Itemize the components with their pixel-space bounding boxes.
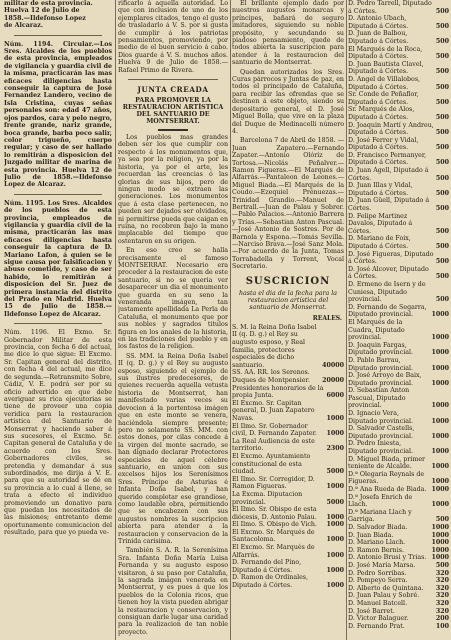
subscription-amount: 1000 bbox=[431, 364, 449, 372]
column-1 bbox=[4, 0, 112, 640]
section-rule bbox=[128, 79, 218, 80]
subscription-row bbox=[348, 410, 449, 425]
subscription-row bbox=[348, 425, 449, 440]
heading-rule bbox=[158, 129, 188, 131]
subscription-amount: 500 bbox=[435, 68, 449, 76]
subscriber-name: D. Salvador Biada. bbox=[348, 523, 408, 531]
subscriber-name: El Ilmo. Sr. Corregidor, D. Ramon Figueras. bbox=[232, 475, 315, 491]
subscription-amount: 1000 bbox=[431, 531, 449, 539]
subscription-note: hasta el dia de la fecha para la restauracion artística del santuario de Monserrat. bbox=[238, 289, 338, 312]
notice-end-line: militar de esta provincia. bbox=[4, 0, 93, 7]
subscription-amount: 200 bbox=[435, 615, 449, 623]
subscription-row bbox=[348, 235, 449, 250]
notice-end-line: Huelva 12 de Julio de bbox=[4, 7, 80, 15]
subscription-row bbox=[348, 600, 449, 608]
subscriber-name: D. Ermeno de Isern y de Cuniesa, Diputado provincial. bbox=[348, 280, 426, 304]
subscription-amount: 500 bbox=[435, 37, 449, 45]
subscription-row bbox=[232, 400, 344, 423]
subscription-row bbox=[348, 15, 449, 30]
subscription-amount: 1000 bbox=[326, 521, 344, 529]
subscriber-name: D. Antonio Brusi y Trias. bbox=[348, 554, 427, 562]
body-paragraph: Quedan autorizados los Sres. Curas párrocos y Juntas de paz, en todos el principado de Cataluña, para recibir las ofrendas que se destinen á este objeto, siendo su depositario general, el D. José Miguel Bolla, que vive en la plaza del Duque de Medinacelli número 4. bbox=[232, 68, 344, 135]
subscription-row bbox=[348, 577, 449, 585]
subscription-amount: 1000 bbox=[431, 417, 449, 425]
subscription-row bbox=[232, 506, 344, 521]
subscription-row bbox=[348, 91, 449, 106]
subscription-row bbox=[348, 319, 449, 342]
subscription-amount: 500 bbox=[435, 189, 449, 197]
subscriber-name: D. Ramon Bernis. bbox=[348, 546, 404, 554]
subscription-row bbox=[348, 494, 449, 509]
subscription-amount: 500 bbox=[435, 561, 449, 569]
subscriber-name: D. Sebastian Anton Pascual, Diputado provincial. bbox=[348, 387, 410, 410]
subscriber-name: D. Miguel Biada, primer teniente de Alcalde. bbox=[348, 455, 426, 471]
subscription-amount: 1000 bbox=[326, 551, 344, 559]
section-heading: JUNTA CREADA bbox=[137, 85, 209, 95]
subscription-row bbox=[348, 167, 449, 182]
subscriber-name: D.ª Mariana Llach y Garriga. bbox=[348, 508, 412, 524]
subscriber-name: D. Fernando Prat. bbox=[348, 622, 405, 630]
subscriber-name: D. Fernando del Pino, Diputado á Córtes. bbox=[232, 559, 302, 574]
subscription-amount: 500 bbox=[435, 83, 449, 91]
subscription-amount: 320 bbox=[435, 607, 449, 615]
subscription-amount: 1000 bbox=[431, 463, 449, 471]
subscription-amount: 500 bbox=[435, 296, 449, 304]
subscription-amount: 500 bbox=[435, 144, 449, 152]
subscription-row bbox=[348, 182, 449, 197]
subscription-amount: 1000 bbox=[326, 566, 344, 574]
subscription-row bbox=[348, 251, 449, 266]
subscription-amount: 1000 bbox=[431, 539, 449, 547]
subscription-row bbox=[348, 281, 449, 304]
subscription-amount: 5000 bbox=[326, 468, 344, 476]
subscription-row bbox=[232, 453, 344, 476]
subscriber-name: D. Manuel Batcell. bbox=[348, 599, 408, 607]
subscriber-name: D. Angel de Villalobos, Diputado á Córtes. bbox=[348, 75, 421, 91]
subscription-amount: 500 bbox=[435, 22, 449, 30]
notice-1196: Núm. 1196. El Exmo. Sr. Gobernador Militar de esta provincia, con fecha 6 del actual, me dice lo que sigue: El Excmo. Sr. Capitan general del distrito, con fecha 4 del actual, me dice de segunda.—Retransmito Sobre, Cádiz, V. E. podrá ser por su oficio advertido en que debe averiguar su rica ejecutorias se tiene de proveer una copia veridica para la restauracion artistica del Santuario de Monserrat y haciendo saber á sus sucesores, el Excmo. Sr. Capitan general de Cataluña y de acuerdo con los Sres. Gobernadores civiles, se pretendia y demandar á sus subordinados, me dirija á V. E. para que su autoridad se dé en su provincia a lo cual á llene, se trata a efecto el individuo promoviendo un donativo para que puedan los necesitados de las misiones; entretanto deme oportunamente comunicacion del resultado, para que yo pueda ve- bbox=[4, 329, 112, 537]
subscription-row bbox=[348, 608, 449, 616]
subscription-row bbox=[348, 554, 449, 562]
subscriber-name: D.ª Olegaria Reynals de Figueras. bbox=[348, 470, 425, 486]
subscription-row bbox=[348, 30, 449, 45]
subscriber-name: D. Pedro Iniesta, Diputado provincial. bbox=[348, 440, 414, 456]
subscriber-name: D.ª Josefa Enrich de Llach. bbox=[348, 493, 413, 509]
subscriber-name: D. Fernando de Segarra, Diputado provincial. bbox=[348, 303, 427, 319]
subscription-amount: 6000 bbox=[326, 392, 344, 400]
subscriber-name: D. Pedro Tarrell, Diputado á Córtes. bbox=[348, 0, 432, 15]
section-subheading: PARA PROMOVER LA RESTAURACION ARTÍSTICA DEL SANTUARIO DE MONTSERRAT. bbox=[122, 97, 224, 126]
subscription-row bbox=[232, 574, 344, 589]
subscription-amount: 20000 bbox=[322, 377, 344, 384]
subscription-amount: 1000 bbox=[431, 523, 449, 531]
subscriber-name: D. Pablo Barrau, Diputado provincial. bbox=[348, 356, 414, 372]
subscription-row bbox=[348, 106, 449, 121]
subscription-amount: 500 bbox=[435, 113, 449, 121]
subscription-amount: 320 bbox=[435, 569, 449, 577]
column-3 bbox=[232, 0, 344, 640]
subscriber-name: D. Pompeyo Serra. bbox=[348, 577, 408, 585]
subscription-amount: 500 bbox=[435, 129, 449, 137]
subscription-amount: 1000 bbox=[431, 402, 449, 410]
subscription-row bbox=[348, 387, 449, 410]
subscriber-name: D. Ramon de Ordinales, Diputado á Córtes. bbox=[232, 574, 309, 590]
subscriber-name: D. Mariano de Foix, Diputado á Córtes. bbox=[348, 235, 411, 250]
subscriber-name: S. M. la Reina Doña Isabel II (q. D. g.) el Rey su augusto esposo, y Real familia, protectores especiales de dicho santuario. bbox=[232, 323, 317, 369]
subscription-row bbox=[348, 615, 449, 623]
subscriber-name: El Ilmo. Sr. Obispo de esta diócesis, D. Antonio Palau. bbox=[232, 506, 317, 521]
subscriber-name: Sr. Conde de Peñaflor, Diputado á Córtes. bbox=[348, 91, 419, 106]
subscription-amount: 500 bbox=[435, 227, 449, 235]
subscription-amount: 500 bbox=[435, 7, 449, 15]
subscriber-name: D. Felipe Martinez Davalos, Diputado á Córtes. bbox=[348, 212, 413, 235]
notice-1195: Núm. 1195. Los Sres. Alcaldes de los pueblos de esta provincia, empleados de vigilancia y guardia civil de la misma, practicarán las mas eficaces diligencias hasta conseguir la captura de D. Mariano Lafon, á quien se le sigue causa por falsificacion y abuso cometido, y caso de ser habido, lo remitirán á disposicion del Sr. Juez de primera instancia del distrito del Prado en Madrid. Huelva 15 de Julio de 1858.—Ildefonso Lopez de Alcaraz. bbox=[4, 199, 112, 318]
subscriber-name: D. Ignacio Vera, Diputado provincial. bbox=[348, 410, 414, 425]
subscription-row bbox=[348, 152, 449, 167]
subscription-amount: 1000 bbox=[326, 414, 344, 422]
subscription-amount: 100 bbox=[435, 622, 449, 630]
subscription-amount: 1000 bbox=[431, 311, 449, 319]
subscription-row bbox=[348, 122, 449, 137]
subscription-row bbox=[348, 509, 449, 524]
subscriber-name: D. José María Marsa. bbox=[348, 561, 416, 569]
subscriber-name: El Excmo. Sr. Capitan general, D. Juan Zapatero Navas. bbox=[232, 399, 315, 422]
subscription-row bbox=[348, 562, 449, 570]
subscription-row bbox=[348, 213, 449, 236]
subscriber-name: SS. AA. RR. los Serenos. Duques de Montpensier. bbox=[232, 369, 310, 384]
section-rule bbox=[14, 194, 102, 195]
subscriber-name: D. José Figueras, Diputado á Córtes. bbox=[348, 250, 434, 266]
notice-1194: Núm. 1194. Circular.—Los Sres. Alcaldes de los pueblos de esta provincia, empleados de vigilancia y guardia civil de la misma, practicarán las mas eficaces diligencias hasta conseguir la captura de José Fernandez Landero, vecino de Isla Cristina, cuyas señas personales son: edad 47 años, ojos pardos, cara y pelo negro, frente grande, nariz grande, boca grande, barba poco salir, color trigueño, cuerpo regular; y caso de ser hallado lo remitirán a disposicion del Juzgado militar de marina de esta provincia. Huelva 12 de Julio de 1858.—Ildefonso Lopez de Alcaraz. bbox=[4, 40, 112, 189]
subscription-amount: 2300 bbox=[326, 445, 344, 453]
subscription-row bbox=[232, 544, 344, 559]
subscription-row bbox=[348, 372, 449, 387]
section-rule bbox=[14, 323, 102, 324]
subscription-row bbox=[232, 324, 344, 370]
subscription-row bbox=[348, 76, 449, 91]
subscription-amount: 5000 bbox=[326, 498, 344, 506]
signatories-paragraph: Barcelona 7 de Abril de 1858. —Juan Zapatero.—Fernando Zapater.—Antonio Olóriz de Tortosa.—Nicolás Peñalver.—Ramon Figueras.—El Marqués de Alfarrás.—Pantaleon de Leones.—Miguel Biada.—El Marqués de la Coudo.—Ezequiel Prénuezas.—Trinidad Grandio.—Manuel de Bertrall.—Juan de Palau y Sobrer.—Pablo Palacios.—Antonio Barrera y Trías.—Sebastian Anton Pascual.—José Antonio de Sostres. Por de Barnola y Espona.—Tomás Sevilla.—Narciso Brava.—José Sanz Mola.—Por acuerdo de la Junta, Tomas Torrabadella y Torrent, Vocal Secretario. bbox=[232, 137, 344, 271]
subscription-row bbox=[348, 486, 449, 494]
subscription-amount: 500 bbox=[435, 98, 449, 106]
subscription-amount: 500 bbox=[435, 243, 449, 250]
subscription-row bbox=[348, 304, 449, 319]
subscriber-name: D. Pedro Sorribas. bbox=[348, 569, 407, 577]
subscriber-name: Presidentes honorarios de la propia Junta. bbox=[232, 384, 324, 400]
subscription-row bbox=[348, 440, 449, 455]
subscription-row bbox=[348, 524, 449, 532]
subscriber-name: D. Joaquin Martí y Andreu, Diputado á Córtes. bbox=[348, 121, 434, 137]
subscription-amount: 1000 bbox=[431, 379, 449, 387]
subscriber-name: El Ilmo. S. Obispo de Vich. bbox=[232, 521, 317, 529]
subscription-amount: 1000 bbox=[431, 546, 449, 554]
subscription-amount: 500 bbox=[435, 174, 449, 182]
subscriber-name: D. José Alcover, Diputado á Córtes. bbox=[348, 265, 429, 281]
subscriber-name: D. Juan Palau y Sobré. bbox=[348, 592, 420, 600]
subscription-row bbox=[348, 197, 449, 212]
subscription-amount: 500 bbox=[435, 159, 449, 167]
subscriber-name: D. Juan Biada. bbox=[348, 531, 394, 539]
subscription-amount: 1000 bbox=[431, 554, 449, 562]
subscriber-name: El Marqués de la Roca, Diputado á Córtes. bbox=[348, 45, 423, 61]
subscription-amount: 500 bbox=[435, 53, 449, 61]
subscription-row bbox=[348, 61, 449, 76]
subscription-list bbox=[232, 324, 344, 590]
subscription-row bbox=[348, 585, 449, 593]
subscriber-name: D. Antonio Ubach, Diputado á Córtes. bbox=[348, 15, 409, 30]
subscriber-name: El Excmo. Sr. Marqués de Santacoloma. bbox=[232, 528, 315, 544]
subscription-row bbox=[232, 491, 344, 506]
subscriber-name: D. Joaquin Fargas, Diputado provincial. bbox=[348, 341, 414, 357]
subscription-row bbox=[348, 137, 449, 152]
body-paragraph: El brillante ejemplo dado por nuestros augustos monarcas y príncipes, bañará de seguro imitadores, siguiendo su noble propósito, y secundando su piadoso pensamiento, quede de todos abierta la suscripcion para atender á la restauracion del santuario de Montserrat. bbox=[232, 0, 344, 67]
subscriber-name: D.ª Ana Rueda de Biada. bbox=[348, 486, 427, 493]
column-divider bbox=[230, 0, 231, 640]
subscription-amount: 500 bbox=[435, 205, 449, 213]
subscription-amount: 1000 bbox=[431, 478, 449, 486]
subscription-row bbox=[232, 529, 344, 544]
body-paragraph: En eso creo se halla precisamente el famoso MONTSERRAT. Necesario era proceder á la restauracion de este santuario, si no se queria ver desaparecer un dia el monumento que guarda en su seno la veneranda imágen, tan justamente apellidada La Perla de Cataluña, el monumento que por sus nobles y sagrados titulos figura en los anales de la historia, en las tradiciones del pueblo y en los fastos de la religion. bbox=[118, 247, 228, 351]
subscription-amount: 1000 bbox=[431, 334, 449, 342]
column-4 bbox=[348, 0, 449, 640]
subscriber-name: D. Salvador Castells, Diputado provincial. bbox=[348, 425, 415, 440]
column-divider bbox=[346, 0, 347, 640]
subscriber-name: El Marqués de la Cuadra, Diputado provincial. bbox=[348, 318, 405, 342]
column-2 bbox=[118, 0, 228, 640]
currency-header: REALES. bbox=[312, 314, 342, 322]
subscription-amount: 1000 bbox=[431, 432, 449, 440]
subscriber-name: D. Juan Güell, Diputado á Córtes. bbox=[348, 197, 430, 213]
subscriber-name: D. Mariano Llach. bbox=[348, 539, 406, 547]
subscription-row bbox=[348, 547, 449, 555]
subscriber-name: D. Victor Balaguer. bbox=[348, 615, 409, 623]
subscription-row bbox=[348, 539, 449, 547]
subscription-amount: 1000 bbox=[326, 513, 344, 521]
subscription-row bbox=[348, 357, 449, 372]
subscription-row bbox=[232, 476, 344, 491]
subscriber-name: D. José Barret. bbox=[348, 607, 395, 615]
subscription-row bbox=[348, 342, 449, 357]
subscriber-name: El Excmo. Ayuntamiento constitucional de esta ciudad. bbox=[232, 452, 311, 476]
subscription-row bbox=[348, 532, 449, 540]
subscription-amount: 1000 bbox=[431, 501, 449, 509]
subscriber-name: El Ilmo. Sr. Gobernador civil, D. Fernando Zapater. bbox=[232, 422, 317, 438]
subscription-row bbox=[348, 623, 449, 631]
subscriber-name: El Excmo. Sr. Marqués de Alfarrás. bbox=[232, 544, 315, 559]
subscription-row bbox=[232, 438, 344, 453]
subscription-row bbox=[348, 46, 449, 61]
subscription-amount: 40000 bbox=[322, 361, 344, 369]
subscription-title: SUSCRICION bbox=[245, 275, 331, 287]
subscriber-name: D. Alberto de Quintana. bbox=[348, 584, 424, 592]
subscription-amount: 320 bbox=[435, 592, 449, 600]
subscription-amount: 500 bbox=[435, 273, 449, 281]
notice-end-line: 1858.—Ildefonso Lopez bbox=[4, 14, 86, 22]
subscription-amount: 320 bbox=[435, 577, 449, 585]
subscription-amount: 1000 bbox=[326, 582, 344, 590]
subscription-amount: 1000 bbox=[326, 483, 344, 491]
subscriber-name: D. Juan de Balbou, Diputado á Córtes. bbox=[348, 30, 409, 45]
notice-continuation: rificarlo á aquella autoridad. Lo que con inclusion de uno de los ejemplares citados, tengo el gusto de trasladarlo á V. S. por si gusta de cumplir á los patriotas pensamientos, promoviendo, por medio de el buen servicio á cabo. Dios guarde á V. S. muchos años. Huelva 9 de Julio de 1858.—Rafael Primo de Rivera. bbox=[118, 0, 228, 74]
body-paragraph: SS. MM. la Reina Doña Isabel II (q. D. g.) y el Rey su augusto esposo, siguiendo el ejemplo de sus ilustres predecesores, de quienes recuerda aquella vetusta historia de Montserrat, han manifestado varias veces su devocion á la portentosa imágen que en este monte se venera, haciéndola siempre presente; pero no solamente SS. MM. con estos dones, por cilas concede á la virgen del monte sacrado, se han dignado declarar Protectores especiales de aquel célebre santuario, en union con sus excelsos hijos los Serenísimos Sres. Príncipe de Asturias é Infanta Doña Isabel, y han querido completar ese grandiose, como laudable obra, permitiendo que se encabezen con sus augustos nombres la suscripcion abierta para atender a la restauracion y conservacion de la Trinida carisima. bbox=[118, 352, 228, 545]
subscriber-name: La Real Audiencia de este territorio. bbox=[232, 437, 315, 453]
subscription-row bbox=[348, 592, 449, 600]
subscription-row bbox=[232, 385, 344, 400]
subscriber-name: D. Juan Agell, Diputado á Córtes. bbox=[348, 167, 429, 182]
subscription-row bbox=[348, 266, 449, 281]
subscription-row bbox=[348, 570, 449, 578]
column-divider bbox=[115, 0, 116, 640]
subscription-row bbox=[348, 471, 449, 486]
notice-end-line: de Alcaraz. bbox=[4, 22, 43, 30]
subscription-amount: 1000 bbox=[326, 430, 344, 438]
subscription-row bbox=[348, 456, 449, 471]
subscription-amount: 1000 bbox=[326, 536, 344, 544]
section-rule bbox=[14, 35, 102, 36]
subscription-amount: 1000 bbox=[431, 448, 449, 456]
subscription-row bbox=[232, 423, 344, 438]
subscriber-name: D. José Ferrer y Vidal, Diputado á Córtes. bbox=[348, 136, 419, 152]
subscriber-name: D. Juan Bautista Clavel, Diputado á Córtes. bbox=[348, 60, 424, 76]
body-paragraph: También S. A. R. la Serenísima Sra. Infanta Doña María Luisa Fernanda y su augusto esposo visitaron, á su paso por Cataluña, la sagrada imágen venerada en Montserrat, y es pues á que los pueblos de la Colonia ricos, que tienen hoy la vista pueden abrigar la restauracion y conservacion, y consiguan darle lugar una caridad para la realizacion de tan noble proyecto. bbox=[118, 547, 228, 636]
subscription-row bbox=[232, 369, 344, 384]
subscription-list-continued bbox=[348, 0, 449, 630]
subscriber-name: Sr. Marqués de Alos, Diputado á Córtes. bbox=[348, 106, 415, 121]
subscriber-name: La Excma. Diputacion provincial. bbox=[232, 490, 303, 506]
subscriber-name: D. José Arroyo de Baix, Diputado provincial. bbox=[348, 372, 422, 387]
subscription-amount: 500 bbox=[435, 516, 449, 524]
subscriber-name: D. Francisco Permanyer, Diputado á Córtes. bbox=[348, 151, 427, 167]
subscription-row bbox=[232, 559, 344, 574]
subscription-row bbox=[232, 521, 344, 529]
subscription-row bbox=[348, 0, 449, 15]
subscription-amount: 1000 bbox=[431, 349, 449, 357]
body-paragraph: Los pueblos mas grandes deben ser los que cumplir con respecto á los monumentos que, ya sea por la religion, ya por la historia, ya por el arte, les recuerdan las creencias ó las glorias de sus hijos, pero de ningun modo se extraen las generaciones. Los monumentos que á esta clase pertenecen, no pueden ser dejados ser olvidados, ni permitirse pueda que caigan en ruina, no recobren bajo la mano implacable del tiempo que ostentaron en su origen. bbox=[118, 134, 228, 245]
subscription-amount: 500 bbox=[435, 258, 449, 266]
subscription-amount: 1000 bbox=[431, 486, 449, 493]
subscription-amount: 320 bbox=[435, 599, 449, 607]
subscriber-name: D. Juan Illas y Vidal, Diputado á Córtes. bbox=[348, 182, 413, 197]
subscription-amount: 320 bbox=[435, 584, 449, 592]
